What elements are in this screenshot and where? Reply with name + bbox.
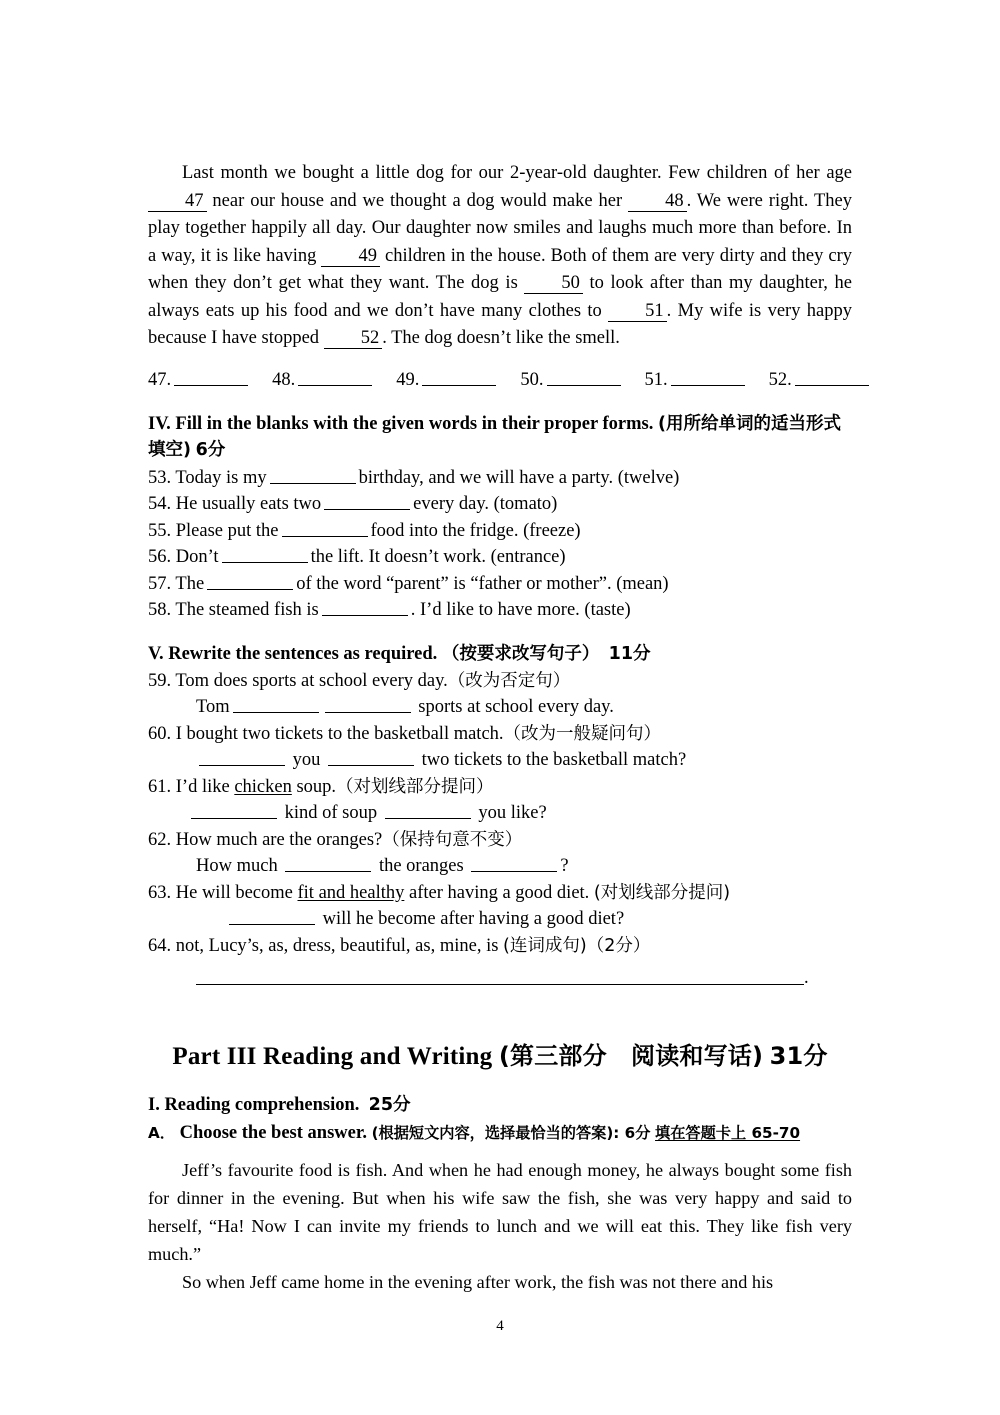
cloze-seg-8: to look after than my daughter, he always eats up his food and we don’t have many clothes to: [148, 273, 852, 321]
question-61-prompt-a: I’d like: [175, 776, 235, 797]
question-60-num: 60.: [148, 723, 172, 744]
section-v-points: 11分: [608, 643, 651, 664]
question-60-prompt-cn: （改为一般疑问句）: [503, 723, 662, 744]
question-62-num: 62.: [148, 829, 172, 850]
question-63-answer: [148, 906, 852, 933]
question-63-prompt-a: He will become: [175, 882, 298, 903]
cloze-passage: [148, 160, 852, 353]
question-61-prompt-cn: （对划线部分提问）: [336, 776, 494, 797]
section-a-heading-en: Choose the best answer.: [179, 1123, 367, 1143]
question-60-blank-1[interactable]: [199, 752, 285, 766]
question-61-blank-2[interactable]: [385, 805, 471, 819]
answer-label-48: 48.: [272, 369, 296, 390]
question-57-blank[interactable]: [207, 576, 293, 590]
question-60-answer: [148, 747, 852, 774]
question-53: [148, 465, 852, 492]
question-59-blank-1[interactable]: [233, 699, 319, 713]
question-58-blank[interactable]: [322, 602, 408, 616]
question-64-words: not, Lucy’s, as, dress, beautiful, as, mine, is: [175, 935, 499, 956]
question-54-after: every day. (tomato): [413, 494, 558, 514]
question-61-answer: [148, 800, 852, 827]
question-59-prompt-cn: （改为否定句）: [447, 670, 571, 691]
question-63-prompt-b: after having a good diet.: [404, 882, 590, 903]
question-64-num: 64.: [148, 935, 172, 956]
question-53-before: Today is my: [175, 467, 267, 488]
cloze-seg-12: . The dog doesn’t like the smell.: [382, 328, 620, 348]
question-55-before: Please put the: [175, 520, 279, 541]
question-61-answer-after: you like?: [478, 803, 547, 823]
question-57-num: 57.: [148, 573, 172, 594]
question-53-num: 53.: [148, 467, 172, 488]
question-62-blank-2[interactable]: [471, 858, 557, 872]
cloze-seg-6: children in the house. Both of them are very dirty and they cry when they don’t get what they want. The dog is: [148, 245, 852, 293]
section-iv-heading: [148, 411, 852, 463]
part-three-points: 31分: [769, 1042, 828, 1070]
section-iv-points: 6分: [195, 439, 226, 460]
answer-blank-51[interactable]: [671, 371, 745, 386]
cloze-seg-4: . We were right. They play together happily all day. Our daughter now smiles and laughs much more than before. In a way, it is like having: [148, 190, 852, 266]
question-55: [148, 518, 852, 545]
question-56-after: the lift. It doesn’t work. (entrance): [310, 547, 566, 567]
question-62-answer-before: How much: [196, 856, 278, 876]
question-60: [148, 721, 852, 748]
question-61-blank-1[interactable]: [191, 805, 277, 819]
question-59-blank-2[interactable]: [325, 699, 411, 713]
question-63-prompt-cn: (对划线部分提问): [593, 882, 731, 903]
section-a-label: A．: [148, 1124, 175, 1142]
question-61-prompt-b: soup.: [291, 776, 337, 797]
answer-row-47-52: [148, 367, 852, 394]
section-a-answer-sheet-note: 填在答题卡上 65-70: [655, 1124, 801, 1142]
question-54: [148, 491, 852, 518]
question-54-before: He usually eats two: [175, 494, 322, 514]
cloze-seg-10: . My wife is very happy because I have stopped: [148, 300, 853, 348]
answer-label-49: 49.: [396, 369, 420, 390]
question-57-before: The: [175, 573, 205, 594]
question-58-num: 58.: [148, 600, 172, 620]
question-62: [148, 827, 852, 854]
question-63: [148, 880, 852, 907]
question-62-prompt: How much are the oranges?: [175, 829, 383, 850]
question-60-answer-mid: you: [292, 750, 321, 770]
answer-blank-48[interactable]: [298, 371, 372, 386]
section-i-points: 25分: [368, 1095, 411, 1115]
question-63-answer-after: will he become after having a good diet?: [322, 909, 625, 929]
question-63-blank-1[interactable]: [229, 911, 315, 925]
question-53-blank[interactable]: [270, 470, 356, 484]
question-56-num: 56.: [148, 547, 172, 567]
question-59: [148, 668, 852, 695]
question-59-answer: [148, 694, 852, 721]
section-a-heading-cn: (根据短文内容，选择最恰当的答案): 6分: [371, 1124, 651, 1142]
question-53-after: birthday, and we will have a party. (twelve): [358, 467, 680, 488]
section-v-heading-cn: （按要求改写句子）: [441, 643, 600, 664]
section-v-heading-en: V. Rewrite the sentences as required.: [148, 643, 438, 664]
question-60-prompt: I bought two tickets to the basketball match.: [175, 723, 504, 744]
cloze-seg-2: near our house and we thought a dog would make her: [206, 190, 629, 211]
cloze-blank-49[interactable]: 49: [321, 247, 380, 267]
page-number: 4: [496, 1318, 504, 1334]
part-three-title-en: Part III Reading and Writing: [172, 1043, 493, 1070]
question-62-answer: [148, 853, 852, 880]
cloze-blank-52[interactable]: 52: [324, 329, 383, 349]
cloze-blank-51[interactable]: 51: [608, 302, 667, 322]
question-57: [148, 571, 852, 598]
section-iv-heading-en: IV. Fill in the blanks with the given words in their proper forms.: [148, 413, 654, 434]
question-59-answer-before: Tom: [196, 697, 230, 717]
question-62-answer-mid: the oranges: [378, 856, 464, 876]
question-61: [148, 774, 852, 801]
question-54-blank[interactable]: [324, 496, 410, 510]
reading-passage: [148, 1156, 852, 1296]
section-i-heading: [148, 1092, 852, 1118]
cloze-blank-48[interactable]: 48: [628, 192, 687, 212]
section-v-heading: [148, 641, 852, 667]
answer-blank-49[interactable]: [422, 371, 496, 386]
question-59-prompt: Tom does sports at school every day.: [175, 670, 448, 691]
cloze-blank-47[interactable]: 47: [148, 192, 207, 212]
question-64: [148, 933, 852, 960]
question-63-num: 63.: [148, 882, 172, 903]
question-59-answer-after: sports at school every day.: [418, 697, 614, 717]
answer-label-47: 47.: [148, 369, 172, 390]
question-55-num: 55.: [148, 520, 172, 541]
section-iv-heading-cn: (用所给单词的适当形式填空): [148, 413, 842, 460]
cloze-blank-50[interactable]: 50: [524, 274, 583, 294]
answer-blank-52[interactable]: [795, 371, 869, 386]
page-footer: [0, 1318, 1000, 1335]
cloze-seg-0: Last month we bought a little dog for our 2-year-old daughter. Few children of her age: [182, 163, 852, 183]
answer-label-51: 51.: [644, 369, 668, 390]
question-62-answer-after: ?: [560, 856, 569, 876]
question-59-num: 59.: [148, 670, 172, 691]
question-64-answer: [148, 963, 852, 993]
question-56: [148, 544, 852, 571]
question-58-before: The steamed fish is: [175, 600, 319, 620]
question-61-underlined-phrase: chicken: [234, 776, 292, 797]
reading-paragraph-2: So when Jeff came home in the evening after work, the fish was not there and his: [182, 1272, 774, 1292]
answer-blank-47[interactable]: [174, 371, 248, 386]
section-i-heading-en: I. Reading comprehension.: [148, 1095, 360, 1115]
question-60-blank-2[interactable]: [328, 752, 414, 766]
question-55-blank[interactable]: [282, 523, 368, 537]
question-58-after: . I’d like to have more. (taste): [410, 600, 631, 620]
question-61-num: 61.: [148, 776, 172, 797]
section-a-heading: [148, 1120, 852, 1146]
answer-label-50: 50.: [520, 369, 544, 390]
part-three-title: [148, 1039, 852, 1074]
question-57-after: of the word “parent” is “father or mother”. (mean): [296, 573, 669, 594]
answer-blank-50[interactable]: [547, 371, 621, 386]
question-61-answer-mid: kind of soup: [284, 803, 378, 823]
question-60-answer-after: two tickets to the basketball match?: [421, 750, 687, 770]
answer-label-52: 52.: [768, 369, 792, 390]
reading-paragraph-1: Jeff’s favourite food is fish. And when he had enough money, he always bought some fish for dinner in the evening. But when his wife saw the fish, she was very happy and said to herself, “Ha! Now I can invite my friends to lunch and we will eat this. They like fish very much.”: [148, 1160, 852, 1264]
part-three-title-cn: (第三部分 阅读和写话): [498, 1042, 764, 1070]
question-62-prompt-cn: （保持句意不变）: [382, 829, 523, 850]
question-64-prompt-cn: (连词成句)（2分）: [503, 935, 651, 956]
question-64-blank[interactable]: [196, 970, 804, 985]
page-content: [148, 160, 852, 1296]
question-56-blank[interactable]: [222, 549, 308, 563]
question-64-period: .: [804, 968, 809, 988]
question-55-after: food into the fridge. (freeze): [370, 520, 581, 541]
question-56-before: Don’t: [175, 547, 219, 567]
question-63-underlined-phrase: fit and healthy: [297, 882, 405, 903]
question-58: [148, 597, 852, 624]
question-54-num: 54.: [148, 494, 172, 514]
question-62-blank-1[interactable]: [285, 858, 371, 872]
